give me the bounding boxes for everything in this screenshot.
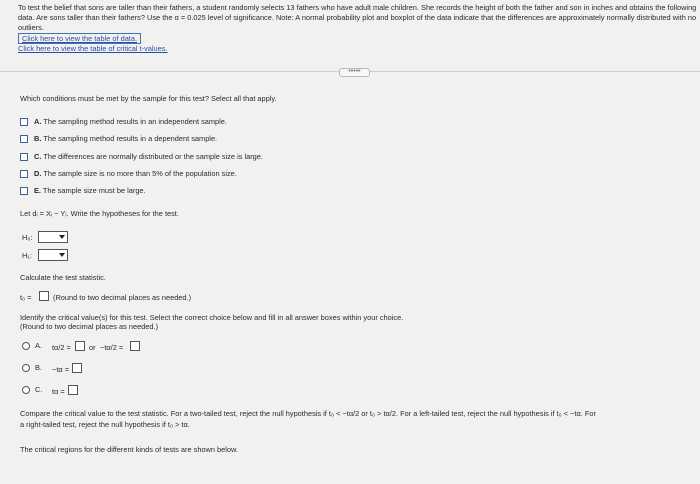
critical-option-b-radio[interactable] (22, 364, 30, 372)
compare-instructions-line2: a right-tailed test, reject the null hypothesis if t₀ > tα. (20, 420, 190, 429)
critical-b-input[interactable] (72, 363, 82, 373)
critical-option-c-letter: C. (35, 385, 43, 394)
condition-e: E. The sample size must be large. (34, 186, 146, 195)
expand-button[interactable]: ••••• (339, 68, 370, 77)
h1-select[interactable] (38, 249, 68, 261)
problem-text: To test the belief that sons are taller than their fathers, a student randomly selects 13 fathers who have adult male children. She records the height of both the father and son in inches and obtains the following data. Are sons taller than their fathers? Use the α = 0.025 level of significance. Note: A normal probability plot and boxplot of the data indicate that the differences are approximately normally distributed with no outliers. (18, 3, 697, 32)
critical-values-link[interactable]: Click here to view the table of critical t-values. (18, 44, 168, 53)
critical-c-input[interactable] (68, 385, 78, 395)
condition-c: C. The differences are normally distributed or the sample size is large. (34, 152, 263, 161)
chevron-down-icon (59, 253, 65, 257)
critical-a-positive-input[interactable] (75, 341, 85, 351)
condition-b-checkbox[interactable] (20, 135, 28, 143)
critical-option-b-letter: B. (35, 363, 42, 372)
critical-option-b-label: −tα = (52, 365, 70, 374)
critical-option-a-or: or (89, 343, 96, 352)
h0-label: H₀: (22, 233, 33, 242)
condition-c-checkbox[interactable] (20, 153, 28, 161)
t0-input[interactable] (39, 291, 49, 301)
t0-label: t₀ = (20, 293, 32, 302)
critical-option-a-letter: A. (35, 341, 42, 350)
round-note: (Round to two decimal places as needed.) (53, 293, 192, 302)
problem-intro (18, 3, 698, 54)
test-statistic-prompt: Calculate the test statistic. (20, 273, 106, 282)
h1-label: H₁: (22, 251, 32, 260)
critical-a-negative-input[interactable] (130, 341, 140, 351)
critical-option-c-radio[interactable] (22, 386, 30, 394)
condition-e-checkbox[interactable] (20, 187, 28, 195)
condition-a-checkbox[interactable] (20, 118, 28, 126)
critical-regions-note: The critical regions for the different kinds of tests are shown below. (20, 445, 238, 454)
chevron-down-icon (59, 235, 65, 239)
critical-option-c-label: tα = (52, 387, 65, 396)
hypotheses-prompt: Let dᵢ = Xᵢ − Yᵢ. Write the hypotheses for the test. (20, 209, 179, 218)
critical-values-prompt: Identify the critical value(s) for this test. Select the correct choice below and fill in all answer boxes within your choice. (20, 313, 404, 322)
critical-option-a-label2: −tα/2 = (100, 343, 124, 352)
condition-d: D. The sample size is no more than 5% of the population size. (34, 169, 237, 178)
condition-b: B. The sampling method results in a dependent sample. (34, 134, 218, 143)
h0-select[interactable] (38, 231, 68, 243)
data-table-link[interactable]: Click here to view the table of data. (18, 33, 141, 44)
critical-option-a-radio[interactable] (22, 342, 30, 350)
condition-a: A. The sampling method results in an independent sample. (34, 117, 227, 126)
critical-round-note: (Round to two decimal places as needed.) (20, 322, 159, 331)
compare-instructions-line1: Compare the critical value to the test statistic. For a two-tailed test, reject the null hypothesis if t₀ < −tα/2 or t₀ > tα/2. For a left-tailed test, reject the null hypothesis if t₀ < −tα. For (20, 409, 596, 418)
condition-d-checkbox[interactable] (20, 170, 28, 178)
conditions-prompt: Which conditions must be met by the sample for this test? Select all that apply. (20, 94, 277, 103)
critical-option-a-label1: tα/2 = (52, 343, 71, 352)
